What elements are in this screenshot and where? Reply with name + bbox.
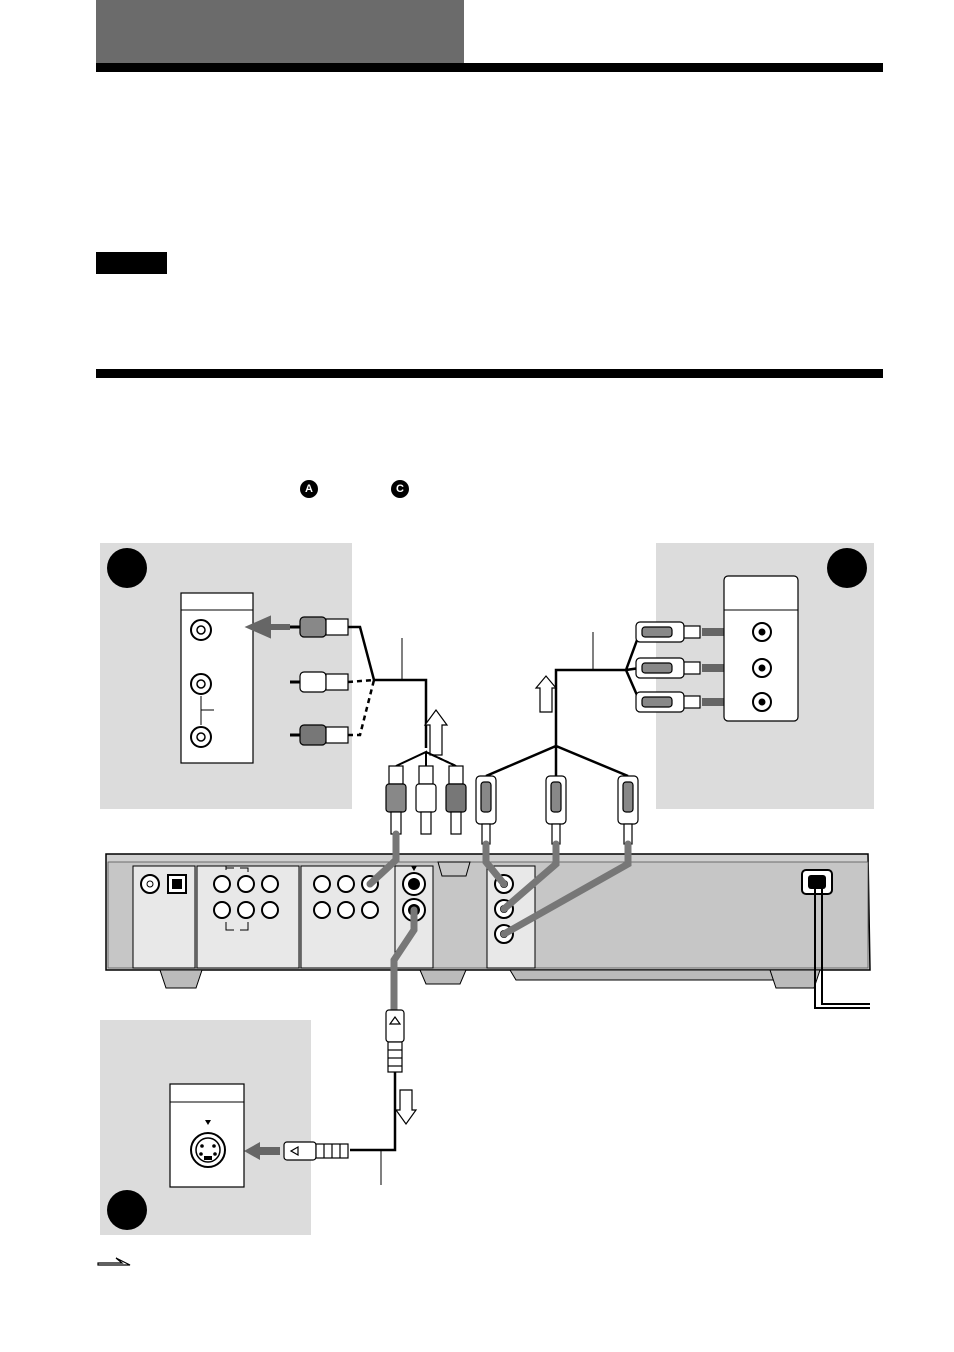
tv-input-b <box>170 1084 244 1187</box>
plug-comp-1 <box>476 776 496 844</box>
cable-a-branches <box>396 752 456 766</box>
note-badge <box>96 252 167 274</box>
ref-marker-a: A <box>300 480 318 498</box>
plug-down-yellow <box>386 766 406 834</box>
section-rule <box>96 369 883 378</box>
panel-c-marker <box>827 548 867 588</box>
section-header-tab <box>96 0 464 64</box>
dvd-player-rear <box>106 854 870 988</box>
panel-b-marker <box>107 1190 147 1230</box>
svideo-plug-down <box>386 1010 404 1072</box>
panel-a-marker <box>107 548 147 588</box>
plug-down-red <box>446 766 466 834</box>
signal-arrow-c <box>536 676 556 712</box>
plug-comp-2 <box>546 776 566 844</box>
svideo-cable <box>350 1072 395 1150</box>
cable-a <box>348 627 426 748</box>
connection-diagram <box>0 520 954 1280</box>
plug-comp-3 <box>618 776 638 844</box>
cable-c <box>486 632 640 776</box>
signal-arrow-svideo <box>396 1090 416 1124</box>
header-rule <box>96 63 883 72</box>
signal-flow-legend-arrow <box>96 1255 132 1269</box>
ref-marker-c: C <box>391 480 409 498</box>
plug-down-white <box>416 766 436 834</box>
signal-arrow-a <box>425 710 447 755</box>
tv-input-c <box>724 576 798 721</box>
tv-input-a <box>181 593 253 763</box>
svideo-plug-b <box>284 1142 348 1160</box>
